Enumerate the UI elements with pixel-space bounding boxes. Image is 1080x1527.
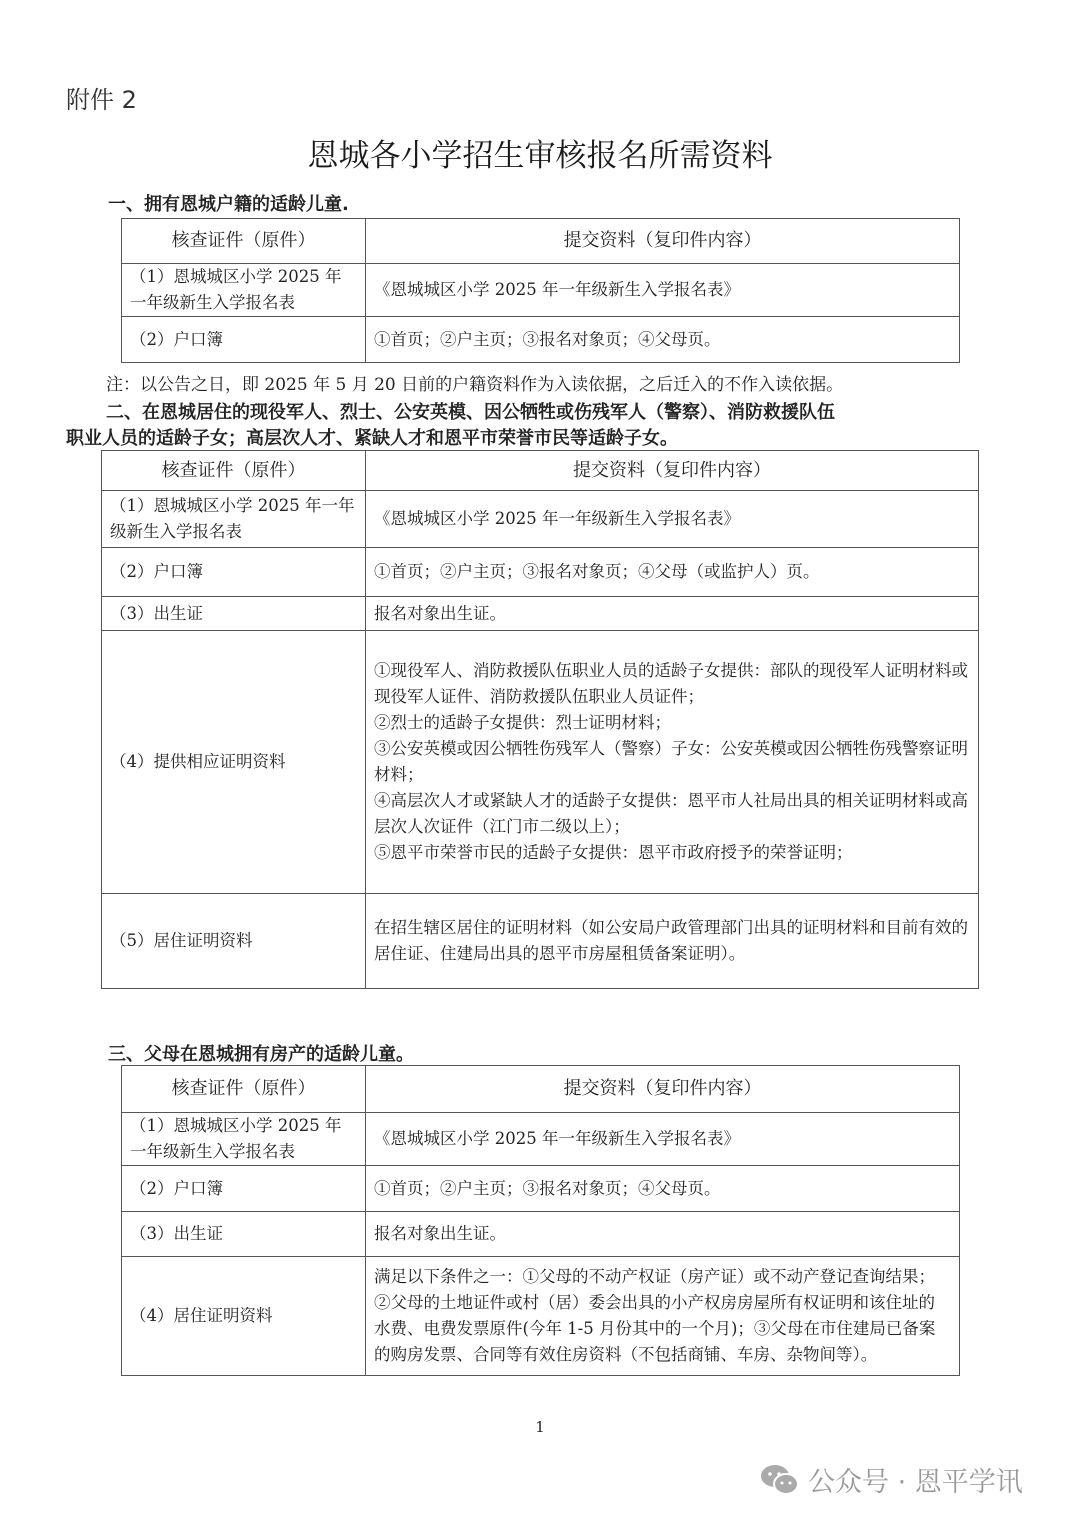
watermark <box>760 1460 1023 1499</box>
submitted-materials-cell: 报名对象出生证。 <box>366 597 979 631</box>
header-check-documents: 核查证件（原件） <box>122 219 366 264</box>
submitted-materials-cell: 在招生辖区居住的证明材料（如公安局户政管理部门出具的证明材料和目前有效的居住证、住建局出具的恩平市房屋租赁备案证明）。 <box>366 894 979 989</box>
header-check-documents: 核查证件（原件） <box>122 1066 366 1113</box>
submitted-materials-cell: ①现役军人、消防救援队伍职业人员的适龄子女提供：部队的现役军人证明材料或现役军人证件、消防救援队伍职业人员证件； ②烈士的适龄子女提供：烈士证明材料； ③公安英模或因公牺牲伤残军人（警察）子女：公安英模或因公牺牲伤残警察证明材料； ④高层次人才或紧缺人才的适龄子女提供：恩平市人社局出具的相关证明材料或高层次人次证件（江门市二级以上）； ⑤恩平市荣誉市民的适龄子女提供：恩平市政府授予的荣誉证明； <box>366 631 979 894</box>
check-document-cell: （1）恩城城区小学 2025 年一年级新生入学报名表 <box>122 264 366 317</box>
table-row <box>122 1113 960 1166</box>
table-header-row <box>122 1066 960 1113</box>
section3-table <box>121 1065 960 1376</box>
table-header-row <box>122 219 960 264</box>
table-row <box>122 264 960 317</box>
table-row <box>102 894 979 989</box>
check-document-cell: （4）居住证明资料 <box>122 1257 366 1376</box>
submitted-materials-cell: 《恩城城区小学 2025 年一年级新生入学报名表》 <box>366 264 960 317</box>
submitted-materials-cell: ①首页；②户主页；③报名对象页；④父母（或监护人）页。 <box>366 548 979 597</box>
section2-table <box>101 450 979 989</box>
check-document-cell: （3）出生证 <box>102 597 366 631</box>
check-document-cell: （2）户口簿 <box>122 317 366 363</box>
page-number: 1 <box>535 1418 545 1436</box>
submitted-materials-cell: 报名对象出生证。 <box>366 1212 960 1257</box>
table-row <box>122 1212 960 1257</box>
table-row <box>102 548 979 597</box>
check-document-cell: （2）户口簿 <box>122 1166 366 1212</box>
submitted-materials-cell: 满足以下条件之一：①父母的不动产权证（房产证）或不动产登记查询结果；②父母的土地证件或村（居）委会出具的小产权房房屋所有权证明和该住址的水费、电费发票原件(今年 1-5 月份其中的一个月)；③父母在市住建局已备案的购房发票、合同等有效住房资料（不包括商铺、车房、杂物间等）。 <box>366 1257 960 1376</box>
check-document-cell: （1）恩城城区小学 2025 年一年级新生入学报名表 <box>102 491 366 548</box>
check-document-cell: （4）提供相应证明资料 <box>102 631 366 894</box>
section2-heading-line2: 职业人员的适龄子女；高层次人才、紧缺人才和恩平市荣誉市民等适龄子女。 <box>66 428 678 449</box>
table-row <box>122 1257 960 1376</box>
submitted-materials-cell: ①首页；②户主页；③报名对象页；④父母页。 <box>366 1166 960 1212</box>
section1-note: 注：以公告之日，即 2025 年 5 月 20 日前的户籍资料作为入读依据，之后迁入的不作入读依据。 <box>106 375 844 395</box>
submitted-materials-cell: 《恩城城区小学 2025 年一年级新生入学报名表》 <box>366 491 979 548</box>
check-document-cell: （3）出生证 <box>122 1212 366 1257</box>
attachment-label: 附件 2 <box>66 86 137 114</box>
section1-table <box>121 218 960 363</box>
section2-heading-line1: 二、在恩城居住的现役军人、烈士、公安英模、因公牺牲或伤残军人（警察）、消防救援队伍 <box>106 402 835 423</box>
wechat-icon <box>760 1463 800 1497</box>
section1-heading: 一、拥有恩城户籍的适龄儿童. <box>108 194 349 215</box>
table-row <box>122 1166 960 1212</box>
check-document-cell: （5）居住证明资料 <box>102 894 366 989</box>
table-row <box>102 631 979 894</box>
header-submitted-materials: 提交资料（复印件内容） <box>366 1066 960 1113</box>
submitted-materials-cell: 《恩城城区小学 2025 年一年级新生入学报名表》 <box>366 1113 960 1166</box>
section3-heading: 三、父母在恩城拥有房产的适龄儿童。 <box>108 1044 414 1065</box>
table-row <box>122 317 960 363</box>
watermark-text: 公众号 · 恩平学讯 <box>808 1467 1023 1498</box>
check-document-cell: （2）户口簿 <box>102 548 366 597</box>
table-row <box>102 491 979 548</box>
table-row <box>102 597 979 631</box>
header-submitted-materials: 提交资料（复印件内容） <box>366 451 979 491</box>
page-title: 恩城各小学招生审核报名所需资料 <box>307 138 773 174</box>
submitted-materials-cell: ①首页；②户主页；③报名对象页；④父母页。 <box>366 317 960 363</box>
table-header-row <box>102 451 979 491</box>
header-submitted-materials: 提交资料（复印件内容） <box>366 219 960 264</box>
check-document-cell: （1）恩城城区小学 2025 年一年级新生入学报名表 <box>122 1113 366 1166</box>
header-check-documents: 核查证件（原件） <box>102 451 366 491</box>
